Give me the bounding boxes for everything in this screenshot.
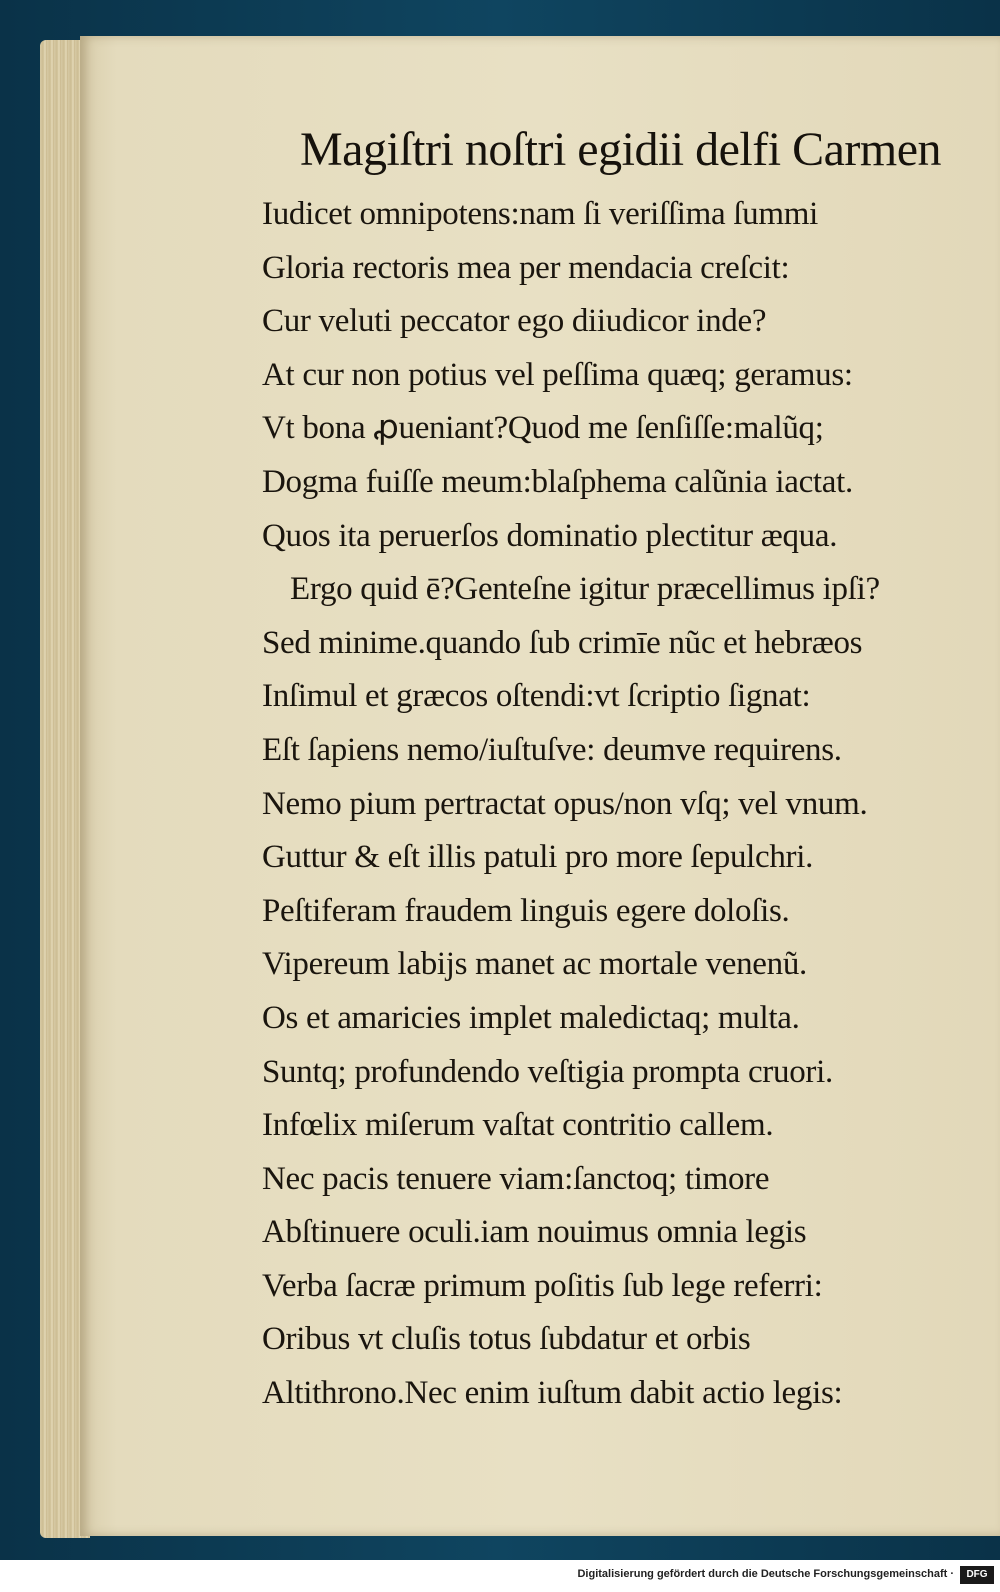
verse-line: Verba ſacræ primum poſitis ſub lege referri: xyxy=(262,1267,823,1304)
verse-line: Altithrono.Nec enim iuſtum dabit actio legis: xyxy=(262,1375,843,1412)
verse-line: Ergo quid ē?Genteſne igitur præcellimus ipſi? xyxy=(290,571,880,608)
verse-line: Sed minime.quando ſub crimīe nũc et hebræos xyxy=(262,624,863,661)
verse-line: Inſimul et græcos oſtendi:vt ſcriptio ſignat: xyxy=(262,678,811,715)
verse-line: Eſt ſapiens nemo/iuſtuſve: deumve requirens. xyxy=(262,731,842,768)
verse-line: Nec pacis tenuere viam:ſanctoq; timore xyxy=(262,1160,770,1197)
verse-line: At cur non potius vel peſſima quæq; geramus: xyxy=(262,356,853,393)
verse-line: Os et amaricies implet maledictaq; multa. xyxy=(262,999,800,1036)
verse-line: Gloria rectoris mea per mendacia creſcit: xyxy=(262,249,790,286)
dfg-logo: DFG xyxy=(960,1566,994,1584)
funding-notice: Digitalisierung gefördert durch die Deutsche Forschungsgemeinschaft · xyxy=(577,1568,954,1580)
verse-line: Abſtinuere oculi.iam nouimus omnia legis xyxy=(262,1214,807,1251)
verse-line: Dogma fuiſſe meum:blaſphema calũnia iactat. xyxy=(262,463,853,500)
verse-line: Infœlix miſerum vaſtat contritio callem. xyxy=(262,1107,774,1144)
verse-line: Oribus vt cluſis totus ſubdatur et orbis xyxy=(262,1321,751,1358)
verse-line: Vt bona ꝓueniant?Quod me ſenſiſſe:malũq; xyxy=(262,410,824,447)
verse-line: Cur veluti peccator ego diiudicor inde? xyxy=(262,303,767,340)
verse-line: Suntq; profundendo veſtigia prompta cruori. xyxy=(262,1053,833,1090)
verse-line: Vipereum labijs manet ac mortale venenũ. xyxy=(262,946,807,983)
verse-line: Peſtiferam fraudem linguis egere doloſis. xyxy=(262,892,790,929)
verse-line: Nemo pium pertractat opus/non vſq; vel vnum. xyxy=(262,785,868,822)
page-title: Magiſtri noſtri egidii delfi Carmen xyxy=(300,123,942,176)
verse-line: Quos ita peruerſos dominatio plectitur æqua. xyxy=(262,517,838,554)
verse-lines xyxy=(262,188,982,1421)
verse-line: Guttur & eſt illis patuli pro more ſepulchri. xyxy=(262,839,814,876)
footer-bar xyxy=(0,1560,1000,1592)
verse-line: Iudicet omnipotens:nam ſi veriſſima ſummi xyxy=(262,196,818,232)
